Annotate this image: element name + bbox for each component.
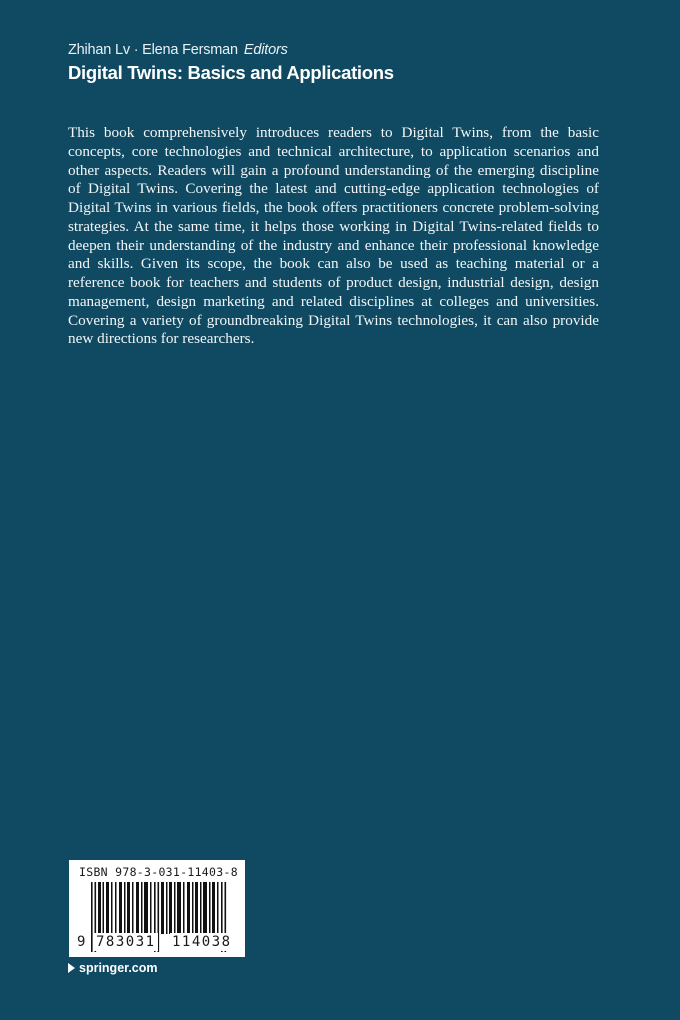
isbn-barcode <box>69 860 245 957</box>
isbn-label: ISBN 978-3-031-11403-8 <box>79 865 238 879</box>
editor-names: Zhihan Lv · Elena Fersman <box>68 42 238 58</box>
book-description: This book comprehensively introduces readers to Digital Twins, from the basic concepts, core technologies and technical architecture, to application scenarios and other aspects. Readers will gain a profound understanding of the emerging discipline of Digital Twins. Covering the latest and cutting-edge application technologies of Digital Twins in various fields, the book offers practitioners concrete problem-solving strategies. At the same time, it helps those working in Digital Twins-related fields to deepen their understanding of the industry and enhance their professional knowledge and skills. Given its scope, the book can also be used as teaching material or a reference book for teachers and students of product design, industrial design, design management, design marketing and related disciplines at colleges and universities. Covering a variety of groundbreaking Digital Twins technologies, it can also provide new directions for researchers. <box>68 124 599 348</box>
springer-link[interactable] <box>68 961 158 975</box>
editors-line <box>68 42 288 58</box>
arrow-right-icon <box>68 963 75 973</box>
springer-link-label: springer.com <box>79 961 158 975</box>
ean-first-digit: 9 <box>77 934 86 950</box>
editors-role: Editors <box>243 42 288 58</box>
ean-right-digits: 114038 <box>172 934 232 950</box>
book-title: Digital Twins: Basics and Applications <box>68 62 394 83</box>
ean-left-digits: 783031 <box>96 934 156 950</box>
